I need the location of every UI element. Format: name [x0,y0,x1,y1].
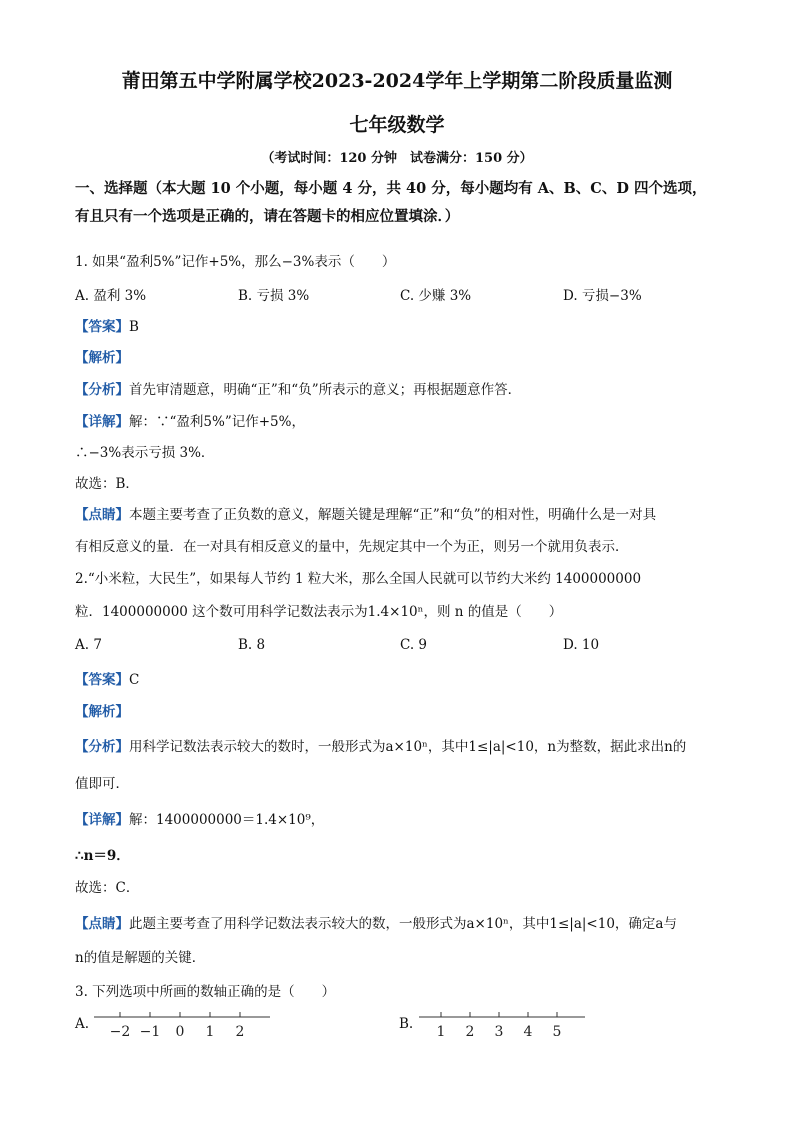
dianjing-text: 此题主要考查了用科学记数法表示较大的数，一般形式为a×10ⁿ，其中1≤|a|<10，确定a与 [129,916,677,932]
answer-value: C [129,672,140,688]
number-line-a [92,1008,277,1040]
q2-option-d: D. 10 [563,637,600,653]
q2-fenxi-2: 值即可． [75,776,129,792]
q2-fenxi-1 [75,735,686,755]
q2-analysis [75,700,129,720]
answer-tag: 【答案】 [75,672,129,688]
number-line-a-tick-label: 2 [235,1024,245,1040]
q1-xiangjie [75,410,305,430]
xiangjie-tag: 【详解】 [75,414,129,430]
q1-dianjing-2: 有相反意义的量．在一对具有相反意义的量中，先规定其中一个为正，则另一个就用负表示． [75,539,629,555]
q2-dianjing-2: n的值是解题的关键． [75,950,206,966]
analysis-tag: 【解析】 [75,350,129,366]
number-line-b-tick-label: 4 [523,1024,533,1040]
section-heading-line1: 一、选择题（本大题 10 个小题，每小题 4 分，共 40 分，每小题均有 A、B、C、D 四个选项， [75,180,707,197]
q2-answer [75,668,139,688]
xiangjie-text: 解：1400000000＝1.4×10⁹， [129,812,325,828]
q1-option-b: B. 亏损 3% [238,288,310,304]
q1-fenxi [75,378,521,398]
section-heading-line2: 有且只有一个选项是正确的，请在答题卡的相应位置填涂．） [75,208,460,225]
number-line-b-svg [417,1008,592,1040]
q3-option-b-label: B. [399,1016,414,1032]
number-line-a-tick-label: −1 [139,1024,161,1040]
fenxi-text: 用科学记数法表示较大的数时，一般形式为a×10ⁿ，其中1≤|a|<10，n为整数，据此求出n的 [129,739,687,755]
number-line-a-tick-label: 1 [205,1024,215,1040]
q2-xiangjie [75,808,324,828]
number-line-a-tick-label: −2 [109,1024,131,1040]
fenxi-text: 首先审清题意，明确“正”和“负”所表示的意义；再根据题意作答． [129,382,522,398]
number-line-b [417,1008,592,1040]
exam-subtitle: 七年级数学 [349,114,445,136]
q2-choose: 故选：C． [75,880,140,896]
q1-option-c: C. 少赚 3% [400,288,472,304]
fenxi-tag: 【分析】 [75,739,129,755]
q1-answer [75,315,139,335]
analysis-tag: 【解析】 [75,704,129,720]
q1-analysis [75,346,129,366]
q2-option-a: A. 7 [75,637,102,653]
q2-option-b: B. 8 [238,637,266,653]
dianjing-text: 本题主要考查了正负数的意义，解题关键是理解“正”和“负”的相对性，明确什么是一对具 [129,507,657,523]
dianjing-tag: 【点睛】 [75,507,129,523]
q2-dianjing-1 [75,912,677,932]
q2-option-c: C. 9 [400,637,428,653]
number-line-b-tick-label: 2 [465,1024,475,1040]
q2-step2: ∴n＝9． [75,848,130,864]
exam-info: （考试时间：120 分钟 试卷满分：150 分） [261,151,533,166]
dianjing-tag: 【点睛】 [75,916,129,932]
q1-step2: ∴−3%表示亏损 3%． [75,445,215,461]
xiangjie-text: 解：∵“盈利5%”记作+5%， [129,414,305,430]
answer-value: B [129,319,139,335]
q1-dianjing-1 [75,503,656,523]
fenxi-tag: 【分析】 [75,382,129,398]
exam-title: 莆田第五中学附属学校2023-2024学年上学期第二阶段质量监测 [121,70,673,92]
q3-option-a-label: A. [75,1016,90,1032]
q1-choose: 故选：B． [75,476,139,492]
number-line-a-tick-label: 0 [175,1024,185,1040]
q1-option-a: A. 盈利 3% [75,288,147,304]
xiangjie-tag: 【详解】 [75,812,129,828]
q1-stem: 1. 如果“盈利5%”记作+5%，那么−3%表示（ ） [75,254,396,270]
q2-stem-2: 粒．1400000000 这个数可用科学记数法表示为1.4×10ⁿ，则 n 的值是（ ） [75,604,563,620]
answer-tag: 【答案】 [75,319,129,335]
number-line-a-svg [92,1008,277,1040]
number-line-b-tick-label: 5 [552,1024,562,1040]
q3-stem: 3. 下列选项中所画的数轴正确的是（ ） [75,984,336,1000]
q2-stem-1: 2.“小米粒，大民生”，如果每人节约 1 粒大米，那么全国人民就可以节约大米约 1400000000 [75,571,642,587]
number-line-b-tick-label: 1 [436,1024,446,1040]
number-line-b-tick-label: 3 [494,1024,504,1040]
q1-option-d: D. 亏损−3% [563,288,642,304]
